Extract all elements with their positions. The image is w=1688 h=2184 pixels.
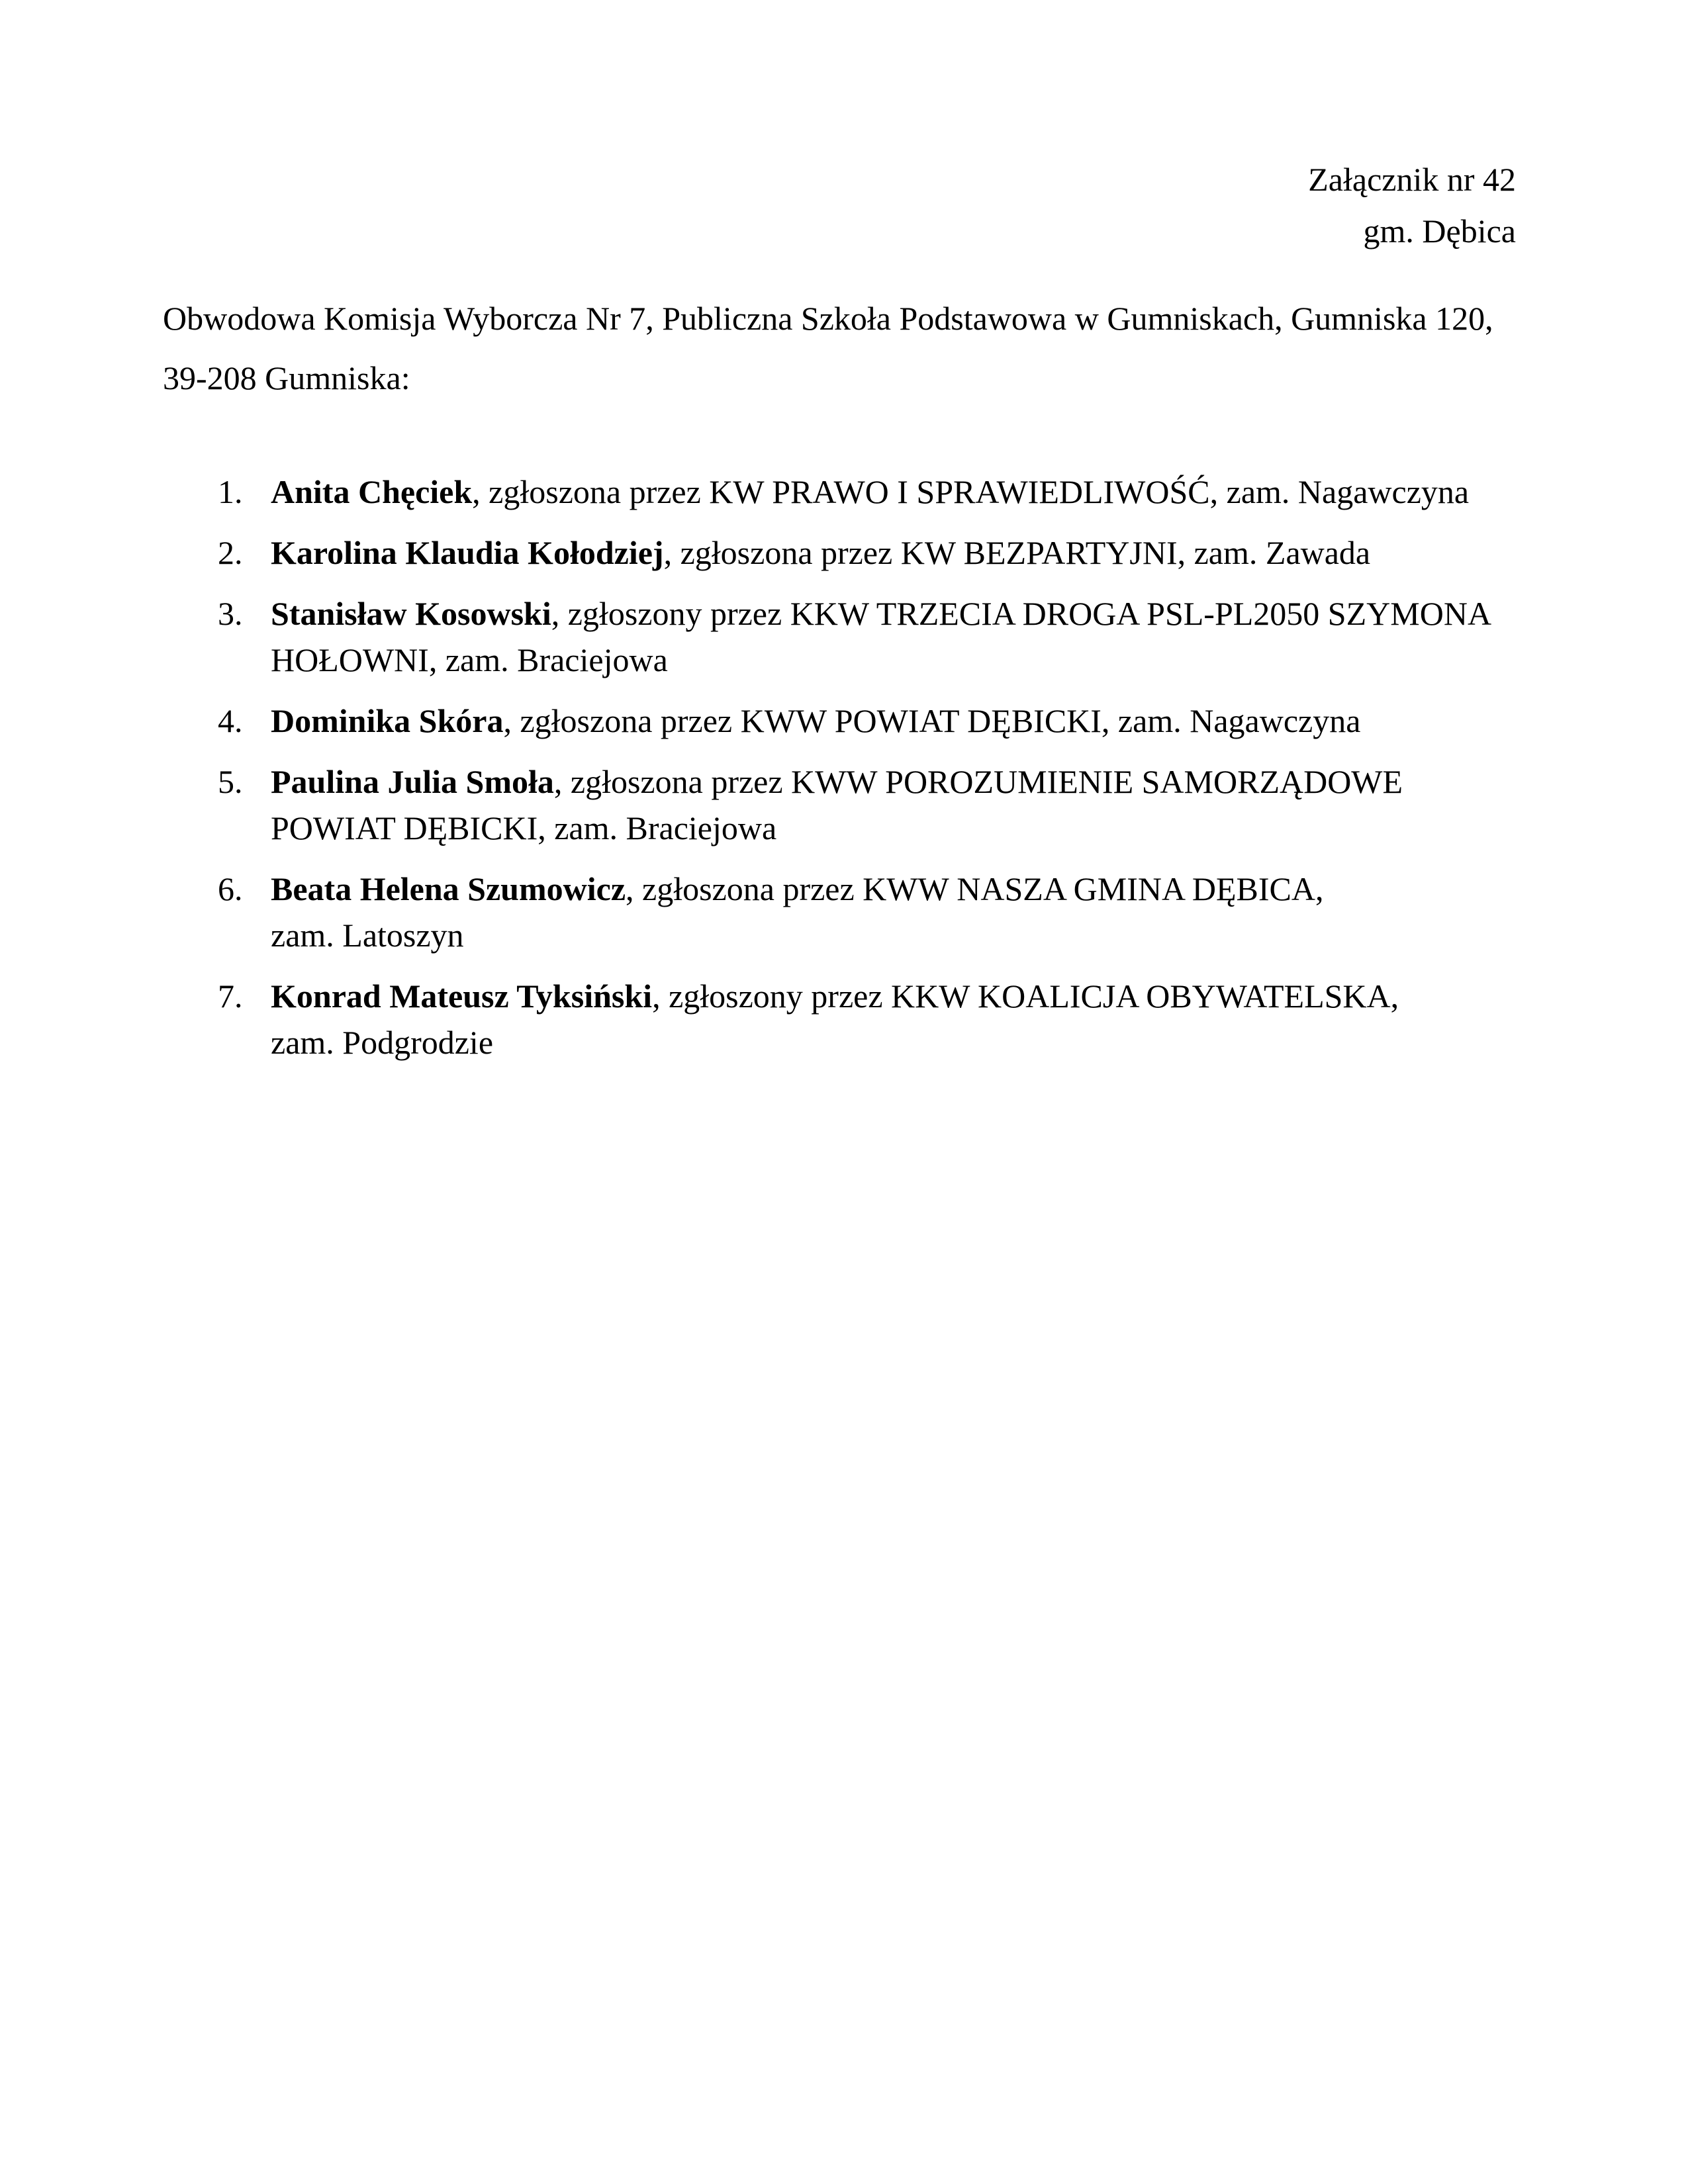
member-number: 1. bbox=[218, 473, 243, 510]
member-details: , zgłoszona przez KWW NASZA GMINA DĘBICA, zam. Latoszyn bbox=[271, 870, 1324, 954]
member-row bbox=[218, 758, 1516, 851]
member-row bbox=[218, 469, 1516, 515]
member-number: 4. bbox=[218, 702, 243, 739]
intro-paragraph: Obwodowa Komisja Wyborcza Nr 7, Publiczna Szkoła Podstawowa w Gumniskach, Gumniska 120, 39-208 Gumniska: bbox=[163, 300, 1493, 396]
member-entry bbox=[271, 590, 1516, 683]
member-number: 3. bbox=[218, 595, 243, 632]
member-entry bbox=[271, 758, 1516, 851]
member-row bbox=[218, 866, 1516, 958]
member-list bbox=[218, 469, 1516, 1066]
member-entry bbox=[271, 973, 1516, 1066]
member-name: Dominika Skóra bbox=[271, 702, 504, 739]
member-details: , zgłoszona przez KWW POROZUMIENIE SAMORZĄDOWE POWIAT DĘBICKI, zam. Braciejowa bbox=[271, 763, 1403, 846]
member-entry bbox=[271, 866, 1516, 958]
member-name: Konrad Mateusz Tyksiński bbox=[271, 978, 653, 1015]
member-row bbox=[218, 973, 1516, 1066]
member-entry bbox=[271, 529, 1516, 576]
attachment-number: Załącznik nr 42 bbox=[1308, 161, 1516, 198]
member-details: , zgłoszony przez KKW KOALICJA OBYWATELSKA, zam. Podgrodzie bbox=[271, 978, 1399, 1061]
member-row bbox=[218, 590, 1516, 683]
member-name: Paulina Julia Smoła bbox=[271, 763, 554, 800]
member-name: Beata Helena Szumowicz bbox=[271, 870, 626, 907]
member-number: 7. bbox=[218, 978, 243, 1015]
member-entry bbox=[271, 698, 1516, 744]
member-number: 6. bbox=[218, 870, 243, 907]
member-number: 2. bbox=[218, 534, 243, 571]
member-entry bbox=[271, 469, 1516, 515]
member-number: 5. bbox=[218, 763, 243, 800]
member-row bbox=[218, 698, 1516, 744]
member-row bbox=[218, 529, 1516, 576]
member-details: , zgłoszona przez KW BEZPARTYJNI, zam. Zawada bbox=[663, 534, 1371, 571]
member-details: , zgłoszony przez KKW TRZECIA DROGA PSL-PL2050 SZYMONA HOŁOWNI, zam. Braciejowa bbox=[271, 595, 1490, 678]
document-header bbox=[163, 154, 1516, 257]
member-details: , zgłoszona przez KW PRAWO I SPRAWIEDLIWOŚĆ, zam. Nagawczyna bbox=[472, 473, 1470, 510]
member-name: Stanisław Kosowski bbox=[271, 595, 551, 632]
member-name: Karolina Klaudia Kołodziej bbox=[271, 534, 664, 571]
member-name: Anita Chęciek bbox=[271, 473, 473, 510]
municipality-label: gm. Dębica bbox=[1363, 212, 1516, 250]
member-details: , zgłoszona przez KWW POWIAT DĘBICKI, zam. Nagawczyna bbox=[503, 702, 1361, 739]
